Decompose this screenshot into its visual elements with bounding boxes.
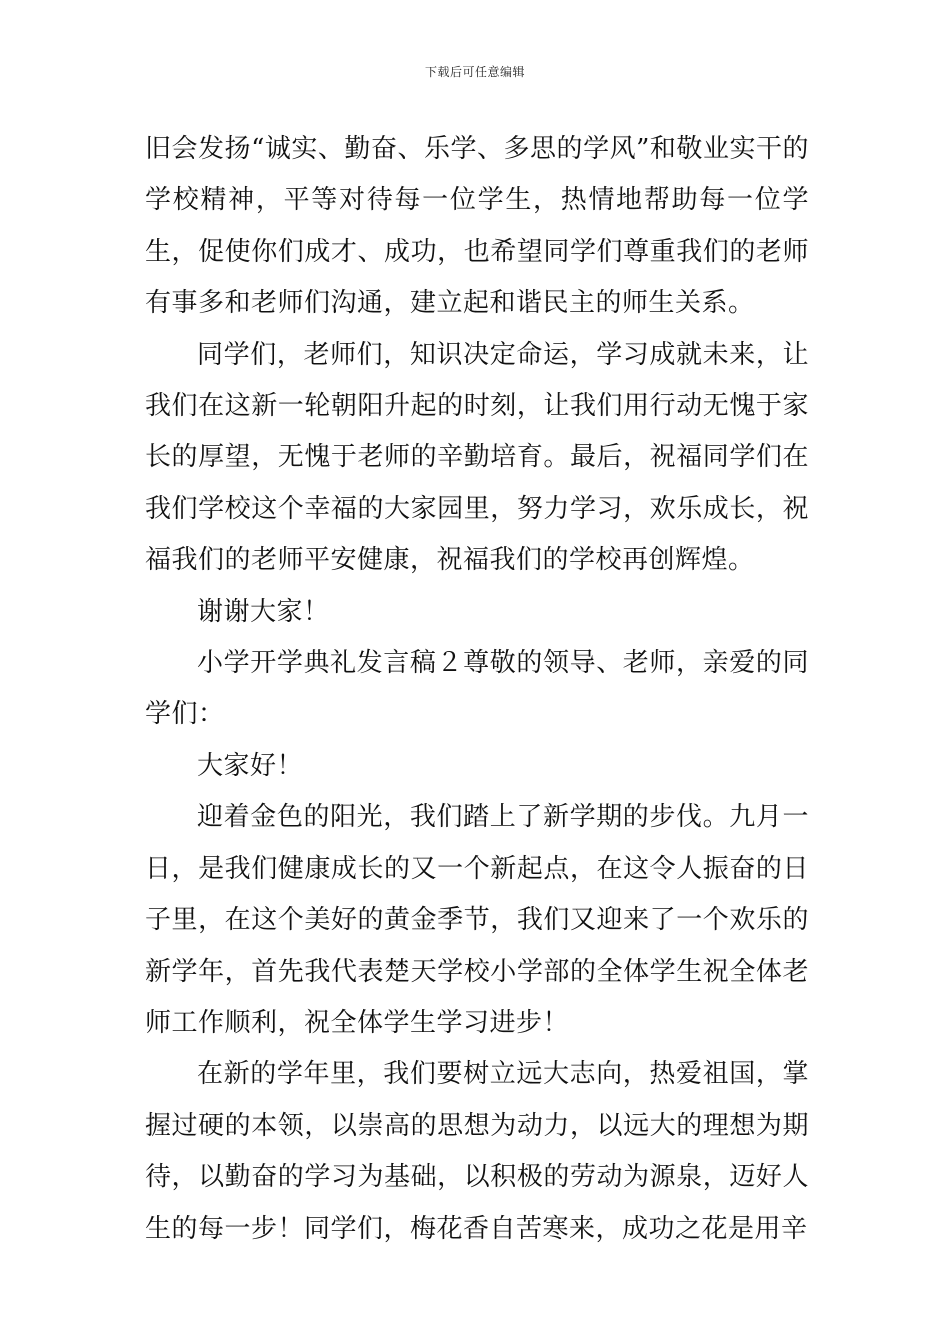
paragraph-new-semester: 迎着金色的阳光，我们踏上了新学期的步伐。九月一日，是我们健康成长的又一个新起点，在这令人振奋的日子里，在这个美好的黄金季节，我们又迎来了一个欢乐的新学年，首先我代表楚天学校小学部的全体学生祝全体老师工作顺利，祝全体学生学习进步！ bbox=[145, 802, 809, 1038]
paragraph-greeting: 大家好！ bbox=[197, 750, 304, 781]
paragraph-speech-2-title: 小学开学典礼发言稿２尊敬的领导、老师，亲爱的同学们： bbox=[145, 648, 809, 730]
paragraph-closing-wishes: 同学们，老师们，知识决定命运，学习成就未来，让我们在这新一轮朝阳升起的时刻，让我们用行动无愧于家长的厚望，无愧于老师的辛勤培育。最后，祝福同学们在我们学校这个幸福的大家园里，努力学习，欢乐成长，祝福我们的老师平安健康，祝福我们的学校再创辉煌。 bbox=[145, 339, 809, 576]
paragraph-continued: 旧会发扬“诚实、勤奋、乐学、多思的学风”和敬业实干的学校精神，平等对待每一位学生，热情地帮助每一位学生，促使你们成才、成功，也希望同学们尊重我们的老师有事多和老师们沟通，建立起和谐民主的师生关系。 bbox=[145, 134, 809, 319]
page-header-note: 下载后可任意编辑 bbox=[424, 65, 525, 79]
document-body bbox=[145, 124, 809, 1255]
paragraph-thanks: 谢谢大家！ bbox=[197, 596, 330, 627]
paragraph-new-year-goals: 在新的学年里，我们要树立远大志向，热爱祖国，掌握过硬的本领，以崇高的思想为动力，以远大的理想为期待，以勤奋的学习为基础，以积极的劳动为源泉，迈好人生的每一步！同学们，梅花香自苦寒来，成功之花是用辛 bbox=[145, 1059, 809, 1244]
